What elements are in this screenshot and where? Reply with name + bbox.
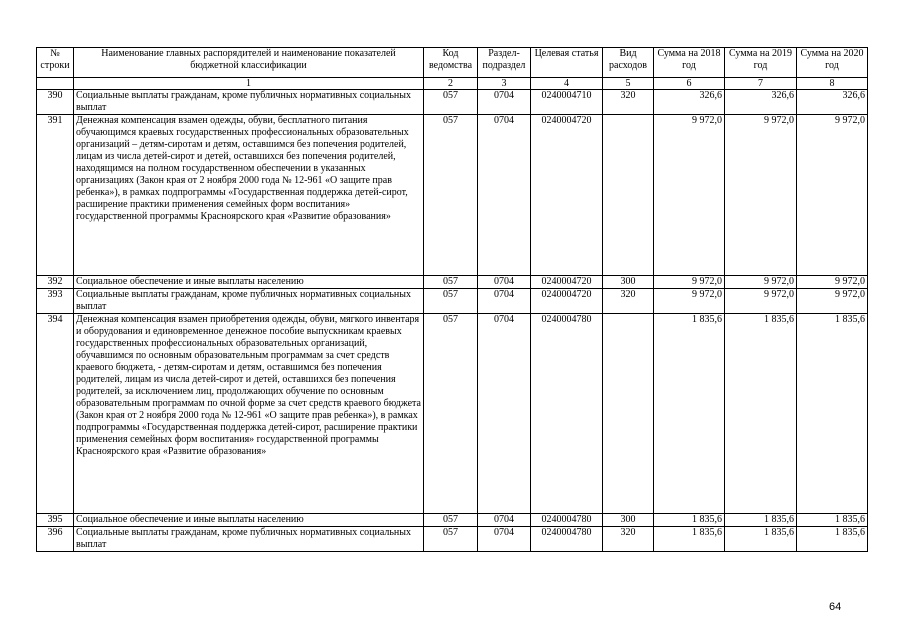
header-section: Раздел-подраздел [478, 48, 531, 78]
sum-2018: 1 835,6 [654, 314, 725, 514]
row-number: 394 [37, 314, 74, 514]
section-code: 0704 [478, 90, 531, 115]
target-code: 0240004720 [531, 289, 603, 314]
expense-type: 320 [603, 289, 654, 314]
index-cell: 7 [725, 78, 797, 90]
expense-type [603, 115, 654, 276]
index-cell: 6 [654, 78, 725, 90]
row-name: Социальные выплаты гражданам, кроме публичных нормативных социальных выплат [74, 90, 424, 115]
section-code: 0704 [478, 514, 531, 527]
sum-2020: 326,6 [797, 90, 868, 115]
sum-2020: 9 972,0 [797, 289, 868, 314]
row-name: Денежная компенсация взамен приобретения одежды, обуви, мягкого инвентаря и оборудования и единовременное денежное пособие выпускникам краевых государственных профессиональных образовательных организаций, обучавшимся по основным образовательным программам за счет средств краевого бюджета, - детям-сиротам и детям, оставшимся без попечения родителей, лицам из числа детей-сирот и детей, оставшихся без попечения родителей, за исключением лиц, продолжающих обучение по основным образовательным программам по очной форме за счет средств краевого бюджета (Закон края от 2 ноября 2000 года № 12-961 «О защите прав ребенка»), в рамках подпрограммы «Государственная поддержка детей-сирот, расширение практики применения семейных форм воспитания» государственной программы Красноярского края «Развитие образования» [74, 314, 424, 514]
sum-2019: 1 835,6 [725, 314, 797, 514]
sum-2019: 326,6 [725, 90, 797, 115]
index-cell: 4 [531, 78, 603, 90]
target-code: 0240004780 [531, 314, 603, 514]
sum-2018: 9 972,0 [654, 276, 725, 289]
expense-type: 320 [603, 527, 654, 552]
page-number: 64 [829, 601, 842, 613]
sum-2018: 326,6 [654, 90, 725, 115]
section-code: 0704 [478, 289, 531, 314]
header-name: Наименование главных распорядителей и наименование показателей бюджетной классификации [74, 48, 424, 78]
target-code: 0240004720 [531, 115, 603, 276]
dept-code: 057 [424, 314, 478, 514]
dept-code: 057 [424, 115, 478, 276]
table-row [37, 314, 868, 514]
expense-type: 320 [603, 90, 654, 115]
index-cell: 2 [424, 78, 478, 90]
header-row [37, 48, 868, 78]
row-number: 390 [37, 90, 74, 115]
dept-code: 057 [424, 90, 478, 115]
sum-2019: 9 972,0 [725, 289, 797, 314]
target-code: 0240004720 [531, 276, 603, 289]
sum-2019: 1 835,6 [725, 527, 797, 552]
row-number: 395 [37, 514, 74, 527]
header-sum-2019: Сумма на 2019 год [725, 48, 797, 78]
header-target: Целевая статья [531, 48, 603, 78]
target-code: 0240004780 [531, 527, 603, 552]
table-row [37, 527, 868, 552]
section-code: 0704 [478, 314, 531, 514]
index-cell [37, 78, 74, 90]
dept-code: 057 [424, 289, 478, 314]
header-sum-2018: Сумма на 2018 год [654, 48, 725, 78]
row-name: Денежная компенсация взамен одежды, обуви, бесплатного питания обучающимся краевых государственных профессиональных образовательных организаций – детям-сиротам и детям, оставшимся без попечения родителей, лицам из числа детей-сирот и детей, оставшихся без попечения родителей, находящимся на полном государственном обеспечении в указанных организациях (Закон края от 2 ноября 2000 года № 12-961 «О защите прав ребенка»), в рамках подпрограммы «Государственная поддержка детей-сирот, расширение практики применения семейных форм воспитания» государственной программы Красноярского края «Развитие образования» [74, 115, 424, 276]
sum-2018: 9 972,0 [654, 289, 725, 314]
expense-type: 300 [603, 276, 654, 289]
header-exp-type: Вид расходов [603, 48, 654, 78]
dept-code: 057 [424, 514, 478, 527]
sum-2020: 9 972,0 [797, 115, 868, 276]
expense-type: 300 [603, 514, 654, 527]
table-row [37, 514, 868, 527]
sum-2018: 9 972,0 [654, 115, 725, 276]
table-row [37, 289, 868, 314]
section-code: 0704 [478, 527, 531, 552]
row-name: Социальное обеспечение и иные выплаты населению [74, 276, 424, 289]
sum-2018: 1 835,6 [654, 514, 725, 527]
index-cell: 1 [74, 78, 424, 90]
budget-table [36, 47, 868, 552]
sum-2019: 9 972,0 [725, 115, 797, 276]
index-cell: 5 [603, 78, 654, 90]
target-code: 0240004710 [531, 90, 603, 115]
sum-2020: 9 972,0 [797, 276, 868, 289]
row-name: Социальное обеспечение и иные выплаты населению [74, 514, 424, 527]
table-row [37, 115, 868, 276]
table-row [37, 276, 868, 289]
sum-2018: 1 835,6 [654, 527, 725, 552]
target-code: 0240004780 [531, 514, 603, 527]
expense-type [603, 314, 654, 514]
row-name: Социальные выплаты гражданам, кроме публичных нормативных социальных выплат [74, 527, 424, 552]
sum-2019: 9 972,0 [725, 276, 797, 289]
header-sum-2020: Сумма на 2020 год [797, 48, 868, 78]
column-index-row [37, 78, 868, 90]
header-row-no: № строки [37, 48, 74, 78]
sum-2020: 1 835,6 [797, 514, 868, 527]
row-number: 393 [37, 289, 74, 314]
row-name: Социальные выплаты гражданам, кроме публичных нормативных социальных выплат [74, 289, 424, 314]
sum-2019: 1 835,6 [725, 514, 797, 527]
sum-2020: 1 835,6 [797, 314, 868, 514]
row-number: 392 [37, 276, 74, 289]
section-code: 0704 [478, 115, 531, 276]
dept-code: 057 [424, 276, 478, 289]
header-dept-code: Код ведомства [424, 48, 478, 78]
table-row [37, 90, 868, 115]
index-cell: 8 [797, 78, 868, 90]
section-code: 0704 [478, 276, 531, 289]
row-number: 396 [37, 527, 74, 552]
row-number: 391 [37, 115, 74, 276]
index-cell: 3 [478, 78, 531, 90]
sum-2020: 1 835,6 [797, 527, 868, 552]
dept-code: 057 [424, 527, 478, 552]
